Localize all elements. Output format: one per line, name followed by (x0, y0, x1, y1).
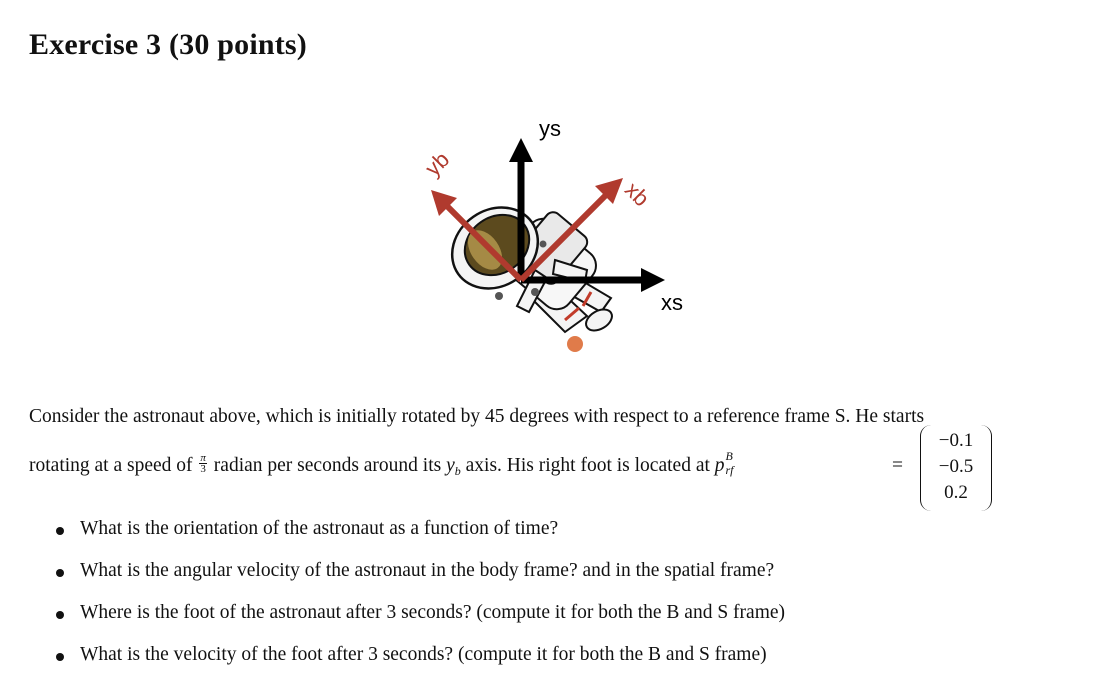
question-item (56, 518, 785, 560)
question-text: What is the velocity of the foot after 3 seconds? (compute it for both the B and S frame) (80, 644, 767, 665)
axis-subscript: b (454, 464, 461, 478)
left-paren (920, 425, 931, 511)
fraction-denominator: 3 (200, 463, 206, 476)
astronaut-figure (415, 110, 695, 370)
bullet-icon (56, 611, 64, 619)
text-segment: radian per seconds around its (208, 455, 447, 476)
xs-label: xs (661, 290, 683, 315)
vector-entry: 0.2 (944, 482, 968, 503)
vector-entry: −0.5 (938, 456, 974, 477)
question-text: Where is the foot of the astronaut after 3 seconds? (compute it for both the B and S frame) (80, 602, 786, 623)
xb-label: xb (620, 177, 655, 212)
yb-label: yb (420, 146, 455, 181)
position-scripts (725, 449, 747, 477)
problem-statement-line1: Consider the astronaut above, which is initially rotated by 45 degrees with respect to a reference frame S. He starts (29, 406, 925, 427)
questions-list (56, 518, 785, 686)
fraction-numerator: π (200, 452, 206, 465)
bullet-icon (56, 653, 64, 661)
bullet-icon (56, 569, 64, 577)
frames-diagram (415, 110, 695, 370)
vector-entry: −0.1 (938, 430, 974, 451)
text-segment: axis. His right foot is located at (460, 455, 715, 476)
position-variable: p (714, 455, 725, 476)
pi-over-three-fraction (199, 453, 207, 474)
right-paren (981, 425, 992, 511)
question-item (56, 602, 785, 644)
foot-position-vector (920, 425, 992, 511)
exercise-title: Exercise 3 (30 points) (29, 28, 307, 61)
position-subscript: rf (725, 463, 734, 477)
question-text: What is the angular velocity of the astronaut in the body frame? and in the spatial frame? (80, 560, 775, 581)
bullet-icon (56, 527, 64, 535)
equals-sign: = (892, 455, 903, 476)
problem-statement-line2 (29, 449, 747, 479)
glove-icon (567, 336, 583, 352)
question-item (56, 560, 785, 602)
question-text: What is the orientation of the astronaut as a function of time? (80, 518, 559, 539)
text-segment: rotating at a speed of (29, 455, 198, 476)
position-superscript: B (725, 449, 733, 463)
axis-variable: y (446, 455, 455, 476)
question-item (56, 644, 785, 686)
ys-label: ys (539, 116, 561, 141)
vector-entries (932, 428, 980, 506)
